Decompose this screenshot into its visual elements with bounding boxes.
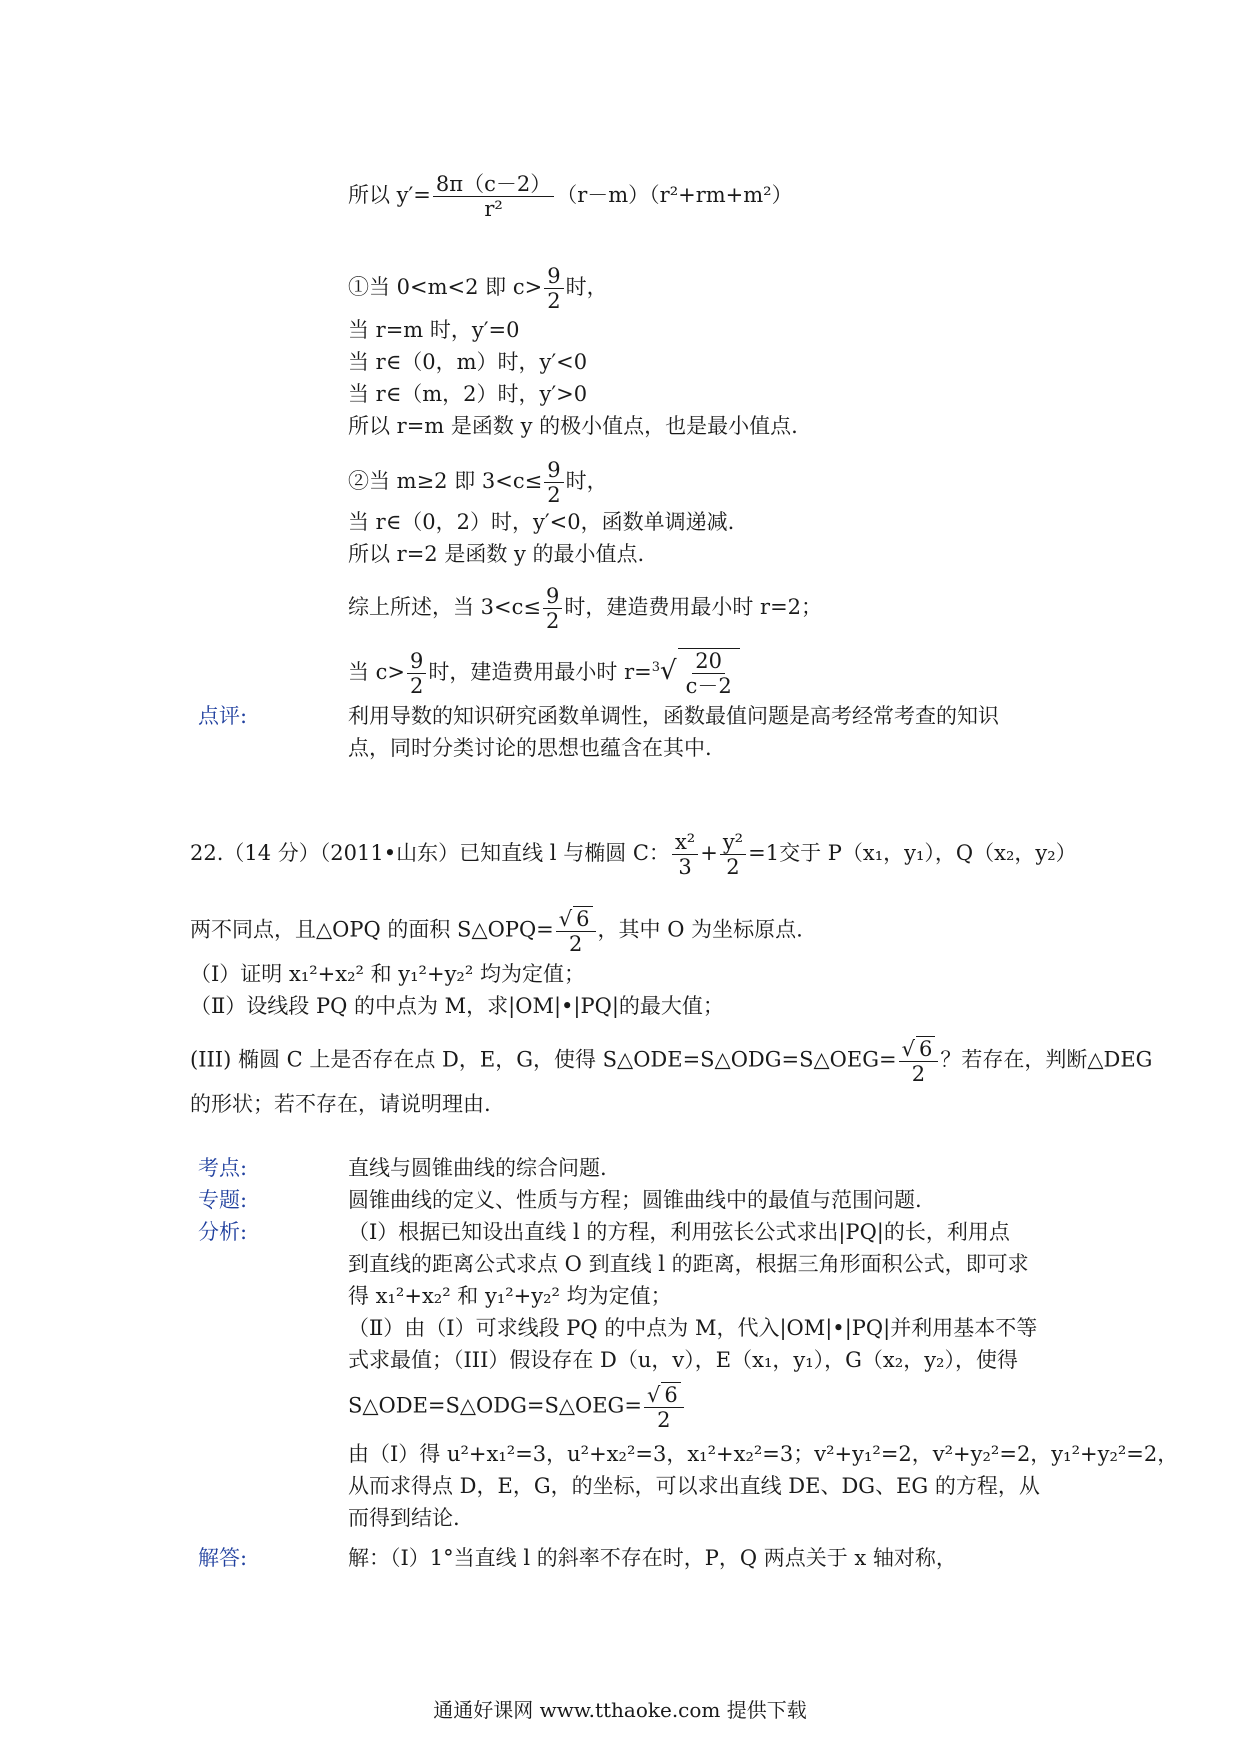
nine-halves-fraction: $\frac{9}{2}$ [407, 649, 426, 698]
kaodian-label: 考点: [198, 1156, 248, 1180]
sqrt6-over-2: $\frac{√ 6}{2}$ [899, 1036, 939, 1086]
fenxi-area-equation: S△ODE=S△ODG=S△OEG= $\frac{√ 6}{2}$ [348, 1376, 1178, 1438]
fenxi-label: 分析: [198, 1220, 248, 1244]
nine-halves-fraction: $\frac{9}{2}$ [543, 584, 562, 633]
part-three: (III) 椭圆 C 上是否存在点 D，E，G，使得 S△ODE=S△ODG=S△OEG= $\frac{√ 6}{2}$ ？若存在，判断△DEG [190, 1037, 1153, 1087]
conclusion-line-two: 当 c> $\frac{9}{2}$ 时，建造费用最小时 r=$^3$√ $\frac{20}{c-2}$ [348, 648, 740, 698]
line-r-equals-m: 当 r=m 时，y′=0 [348, 318, 520, 342]
review-text: 利用导数的知识研究函数单调性，函数最值问题是高考经常考查的知识 点，同时分类讨论的思想也蕴含在其中. [348, 704, 999, 760]
conclusion-line: 综上所述，当 3<c≤ $\frac{9}{2}$ 时，建造费用最小时 r=2； [348, 584, 823, 634]
case-two: ②当 m≥2 即 3<c≤ $\frac{9}{2}$ 时， [348, 458, 608, 508]
radical-sign: √ [901, 1037, 915, 1061]
question-22-area: 两不同点，且△OPQ 的面积 S△OPQ= $\frac{√ 6}{2}$ ，其中 O 为坐标原点. [190, 907, 803, 957]
part-one: （Ⅰ）证明 x₁²+x₂² 和 y₁²+y₂² 均为定值； [190, 962, 585, 986]
zhuanti-text: 圆锥曲线的定义、性质与方程；圆锥曲线中的最值与范围问题. [348, 1188, 922, 1212]
zhuanti-label: 专题: [198, 1188, 248, 1212]
y-prime-fraction: $\frac{8\pi(c-2)}{\text{r²}}$ [433, 172, 554, 221]
question-22-header: 22.（14 分）（2011•山东）已知直线 l 与椭圆 C： $\frac{\text{x²}}{3}$ + $\frac{\text{y²}}{2}$ =1交于 P（x₁，y₁），Q（x₂，y₂） [190, 830, 1077, 880]
jieda-text: 解：（Ⅰ）1°当直线 l 的斜率不存在时，P，Q 两点关于 x 轴对称， [348, 1546, 957, 1570]
radical-sign: √ [646, 1383, 661, 1407]
radical-sign: √ [558, 907, 573, 931]
line-minimum-point: 所以 r=m 是函数 y 的极小值点，也是最小值点. [348, 414, 798, 438]
y-prime-equation: 所以 y′= $\frac{8\pi(c-2)}{\text{r²}}$ （r－m）（r²+rm+m²） [348, 172, 793, 222]
sqrt6-over-2: $\frac{√ 6}{2}$ [644, 1382, 684, 1432]
page-footer: 通通好课网 www.tthaoke.com 提供下载 [433, 1698, 807, 1722]
ellipse-y-term: $\frac{\text{y²}}{2}$ [720, 830, 746, 879]
ellipse-x-term: $\frac{\text{x²}}{3}$ [672, 830, 698, 879]
sqrt6-over-2: $\frac{√ 6}{2}$ [556, 906, 596, 956]
case-one: ①当 0<m<2 即 c> $\frac{9}{2}$ 时， [348, 264, 608, 314]
line-decreasing: 当 r∈（0，2）时，y′<0，函数单调递减. [348, 510, 735, 534]
nine-halves-fraction: $\frac{9}{2}$ [544, 264, 563, 313]
kaodian-text: 直线与圆锥曲线的综合问题. [348, 1156, 607, 1180]
line-r-equals-2: 所以 r=2 是函数 y 的最小值点. [348, 542, 645, 566]
radical-sign: √ [660, 656, 677, 687]
cube-root-radicand: $\frac{20}{c-2}$ [678, 648, 740, 698]
nine-halves-fraction: $\frac{9}{2}$ [544, 458, 563, 507]
review-label: 点评: [198, 704, 248, 728]
line-r-in-m-2: 当 r∈（m，2）时，y′>0 [348, 382, 588, 406]
part-three-continued: 的形状；若不存在，请说明理由. [190, 1092, 491, 1116]
part-two: （Ⅱ）设线段 PQ 的中点为 M，求|OM|•|PQ|的最大值； [190, 994, 724, 1018]
fenxi-text: （Ⅰ）根据已知设出直线 l 的方程，利用弦长公式求出|PQ|的长，利用点 到直线的距离公式求点 O 到直线 l 的距离，根据三角形面积公式，即可求 得 x₁²+x₂² 和 y₁²+y₂² 均为定值； （Ⅱ）由（Ⅰ）可求线段 PQ 的中点为 M，代入|OM|•|PQ|并利用基本不等 式求最值；（III）假设存在 D（u，v），E（x₁，y₁），G（x₂，y₂），使得 S△ODE=S△ODG=S△OEG= $\frac{√ 6}{2}$ 由（Ⅰ）得 u²+x₁²=3，u²+x₂²=3，x₁²+x₂²=3；v²+y₁²=2，v²+y₂²=2，y₁²+y₂²=2， 从而求得点 D，E，G，的坐标，可以求出直线 DE、DG、EG 的方程，从 而得到结论. [348, 1220, 1179, 1531]
line-r-in-0-m: 当 r∈（0，m）时，y′<0 [348, 350, 588, 374]
jieda-label: 解答: [198, 1546, 248, 1570]
